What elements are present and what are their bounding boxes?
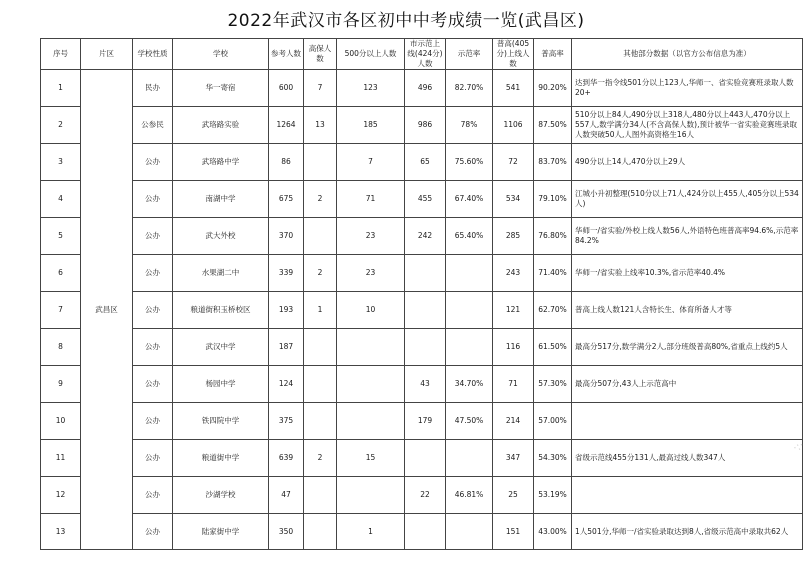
shifan-rate [446,329,493,366]
gaobao-count [304,366,337,403]
school-type: 民办 [133,70,173,107]
pugao-rate: 83.70% [534,144,572,181]
school-name: 华一寄宿 [173,70,269,107]
pugao-rate: 43.00% [534,514,572,550]
gaobao-count: 2 [304,181,337,218]
pugao-count: 72 [493,144,534,181]
table-row [41,477,803,514]
shifan-count [405,329,446,366]
shifan-count: 179 [405,403,446,440]
pugao-count: 25 [493,477,534,514]
table-row [41,329,803,366]
pugao-count: 243 [493,255,534,292]
header-pugao-rate: 普高率 [534,39,572,70]
pugao-count: 541 [493,70,534,107]
shifan-count: 43 [405,366,446,403]
pugao-count: 151 [493,514,534,550]
above500-count [337,477,405,514]
score-table [40,38,803,550]
shifan-rate: 82.70% [446,70,493,107]
note-cell: 510分以上84人,490分以上318人,480分以上443人,470分以上557人,数学满分34人(不含高保人数),预计被华一省实验竞赛班录取人数突破50人,人图外高资格生16人 [572,107,803,144]
total-count: 639 [269,440,304,477]
school-name: 粮道街积玉桥校区 [173,292,269,329]
header-note: 其他部分数据（以官方公布信息为准） [572,39,803,70]
shifan-count: 22 [405,477,446,514]
table-row [41,144,803,181]
note-cell: 江城小升初整理(510分以上71人,424分以上455人,405分以上534人) [572,181,803,218]
table-row [41,255,803,292]
shifan-rate [446,514,493,550]
row-no: 12 [41,477,81,514]
pugao-rate: 53.19% [534,477,572,514]
school-name: 杨园中学 [173,366,269,403]
note-cell: 达到华一指令线501分以上123人,华师一、省实验竞赛班录取人数20+ [572,70,803,107]
pugao-rate: 76.80% [534,218,572,255]
school-type: 公办 [133,440,173,477]
total-count: 124 [269,366,304,403]
total-count: 47 [269,477,304,514]
school-type: 公办 [133,218,173,255]
shifan-rate: 78% [446,107,493,144]
shifan-rate [446,440,493,477]
pugao-rate: 71.40% [534,255,572,292]
above500-count: 123 [337,70,405,107]
note-cell [572,403,803,440]
total-count: 86 [269,144,304,181]
row-no: 7 [41,292,81,329]
gaobao-count [304,218,337,255]
row-no: 4 [41,181,81,218]
header-above500: 500分以上人数 [337,39,405,70]
row-no: 6 [41,255,81,292]
above500-count [337,329,405,366]
note-cell: 1人501分,华师一/省实验录取达到8人,省级示范高中录取共62人 [572,514,803,550]
school-type: 公办 [133,477,173,514]
school-name: 武珞路中学 [173,144,269,181]
shifan-count: 496 [405,70,446,107]
pugao-count: 121 [493,292,534,329]
above500-count [337,366,405,403]
school-type: 公办 [133,255,173,292]
shifan-rate: 65.40% [446,218,493,255]
gaobao-count [304,329,337,366]
pugao-count: 71 [493,366,534,403]
shifan-count [405,440,446,477]
district-cell: 武昌区 [81,70,133,550]
gaobao-count: 2 [304,255,337,292]
total-count: 350 [269,514,304,550]
row-no: 13 [41,514,81,550]
total-count: 675 [269,181,304,218]
shifan-count: 242 [405,218,446,255]
header-pugao-count: 普高(405分)上线人数 [493,39,534,70]
school-type: 公办 [133,292,173,329]
pugao-rate: 79.10% [534,181,572,218]
pugao-rate: 62.70% [534,292,572,329]
school-type: 公办 [133,181,173,218]
shifan-count [405,514,446,550]
table-row [41,218,803,255]
pugao-count: 116 [493,329,534,366]
gaobao-count [304,477,337,514]
gaobao-count [304,514,337,550]
row-no: 3 [41,144,81,181]
note-cell: 华师一/省实验上线率10.3%,省示范率40.4% [572,255,803,292]
table-body [41,70,803,550]
school-name: 南湖中学 [173,181,269,218]
shifan-count: 986 [405,107,446,144]
total-count: 187 [269,329,304,366]
row-no: 5 [41,218,81,255]
row-no: 9 [41,366,81,403]
school-name: 铁四院中学 [173,403,269,440]
pugao-rate: 54.30% [534,440,572,477]
shifan-rate: 75.60% [446,144,493,181]
above500-count: 23 [337,218,405,255]
pugao-count: 214 [493,403,534,440]
gaobao-count: 13 [304,107,337,144]
row-no: 2 [41,107,81,144]
header-gaobao: 高保人数 [304,39,337,70]
note-cell: 普高上线人数121人含特长生、体育所备人才等 [572,292,803,329]
table-row [41,292,803,329]
above500-count: 71 [337,181,405,218]
total-count: 370 [269,218,304,255]
school-name: 武大外校 [173,218,269,255]
school-name: 水果湖二中 [173,255,269,292]
note-cell: 最高分507分,43人上示范高中 [572,366,803,403]
school-type: 公办 [133,144,173,181]
row-no: 8 [41,329,81,366]
school-name: 粮道街中学 [173,440,269,477]
school-type: 公办 [133,514,173,550]
header-shifan-count: 市示范上线(424分)人数 [405,39,446,70]
above500-count: 15 [337,440,405,477]
shifan-count [405,255,446,292]
above500-count: 1 [337,514,405,550]
shifan-count: 65 [405,144,446,181]
shifan-rate: 67.40% [446,181,493,218]
shifan-rate: 34.70% [446,366,493,403]
total-count: 339 [269,255,304,292]
pugao-rate: 57.00% [534,403,572,440]
shifan-rate: 47.50% [446,403,493,440]
above500-count: 185 [337,107,405,144]
note-cell: 490分以上14人,470分以上29人 [572,144,803,181]
header-no: 序号 [41,39,81,70]
total-count: 1264 [269,107,304,144]
above500-count: 7 [337,144,405,181]
school-type: 公参民 [133,107,173,144]
pugao-rate: 61.50% [534,329,572,366]
shifan-count: 455 [405,181,446,218]
shifan-rate [446,255,493,292]
page-title: 2022年武汉市各区初中中考成绩一览(武昌区) [227,11,585,31]
header-type: 学校性质 [133,39,173,70]
above500-count [337,403,405,440]
shifan-rate: 46.81% [446,477,493,514]
gaobao-count: 2 [304,440,337,477]
above500-count: 10 [337,292,405,329]
gaobao-count [304,144,337,181]
table-row [41,107,803,144]
pugao-rate: 87.50% [534,107,572,144]
pugao-count: 1106 [493,107,534,144]
table-row [41,440,803,477]
school-name: 沙湖学校 [173,477,269,514]
watermark: ·:· [791,438,807,455]
gaobao-count: 1 [304,292,337,329]
shifan-count [405,292,446,329]
total-count: 600 [269,70,304,107]
pugao-count: 534 [493,181,534,218]
header-district: 片区 [81,39,133,70]
pugao-count: 347 [493,440,534,477]
gaobao-count [304,403,337,440]
header-total: 参考人数 [269,39,304,70]
header-school: 学校 [173,39,269,70]
school-type: 公办 [133,403,173,440]
header-row [41,39,803,70]
total-count: 375 [269,403,304,440]
note-cell [572,477,803,514]
row-no: 11 [41,440,81,477]
school-name: 武汉中学 [173,329,269,366]
school-name: 武珞路实验 [173,107,269,144]
header-shifan-rate: 示范率 [446,39,493,70]
table-row [41,514,803,550]
row-no: 10 [41,403,81,440]
row-no: 1 [41,70,81,107]
note-cell: 最高分517分,数学满分2人,部分班级普高80%,省重点上线约5人 [572,329,803,366]
note-cell: 省级示范线455分131人,最高过线人数347人 [572,440,803,477]
table-row [41,403,803,440]
table-row [41,181,803,218]
school-type: 公办 [133,329,173,366]
pugao-rate: 90.20% [534,70,572,107]
above500-count: 23 [337,255,405,292]
school-type: 公办 [133,366,173,403]
pugao-count: 285 [493,218,534,255]
gaobao-count: 7 [304,70,337,107]
table-row [41,366,803,403]
shifan-rate [446,292,493,329]
table-row [41,70,803,107]
pugao-rate: 57.30% [534,366,572,403]
school-name: 陆家街中学 [173,514,269,550]
total-count: 193 [269,292,304,329]
note-cell: 华师一/省实验/外校上线人数56人,外语特色班普高率94.6%,示范率84.2% [572,218,803,255]
